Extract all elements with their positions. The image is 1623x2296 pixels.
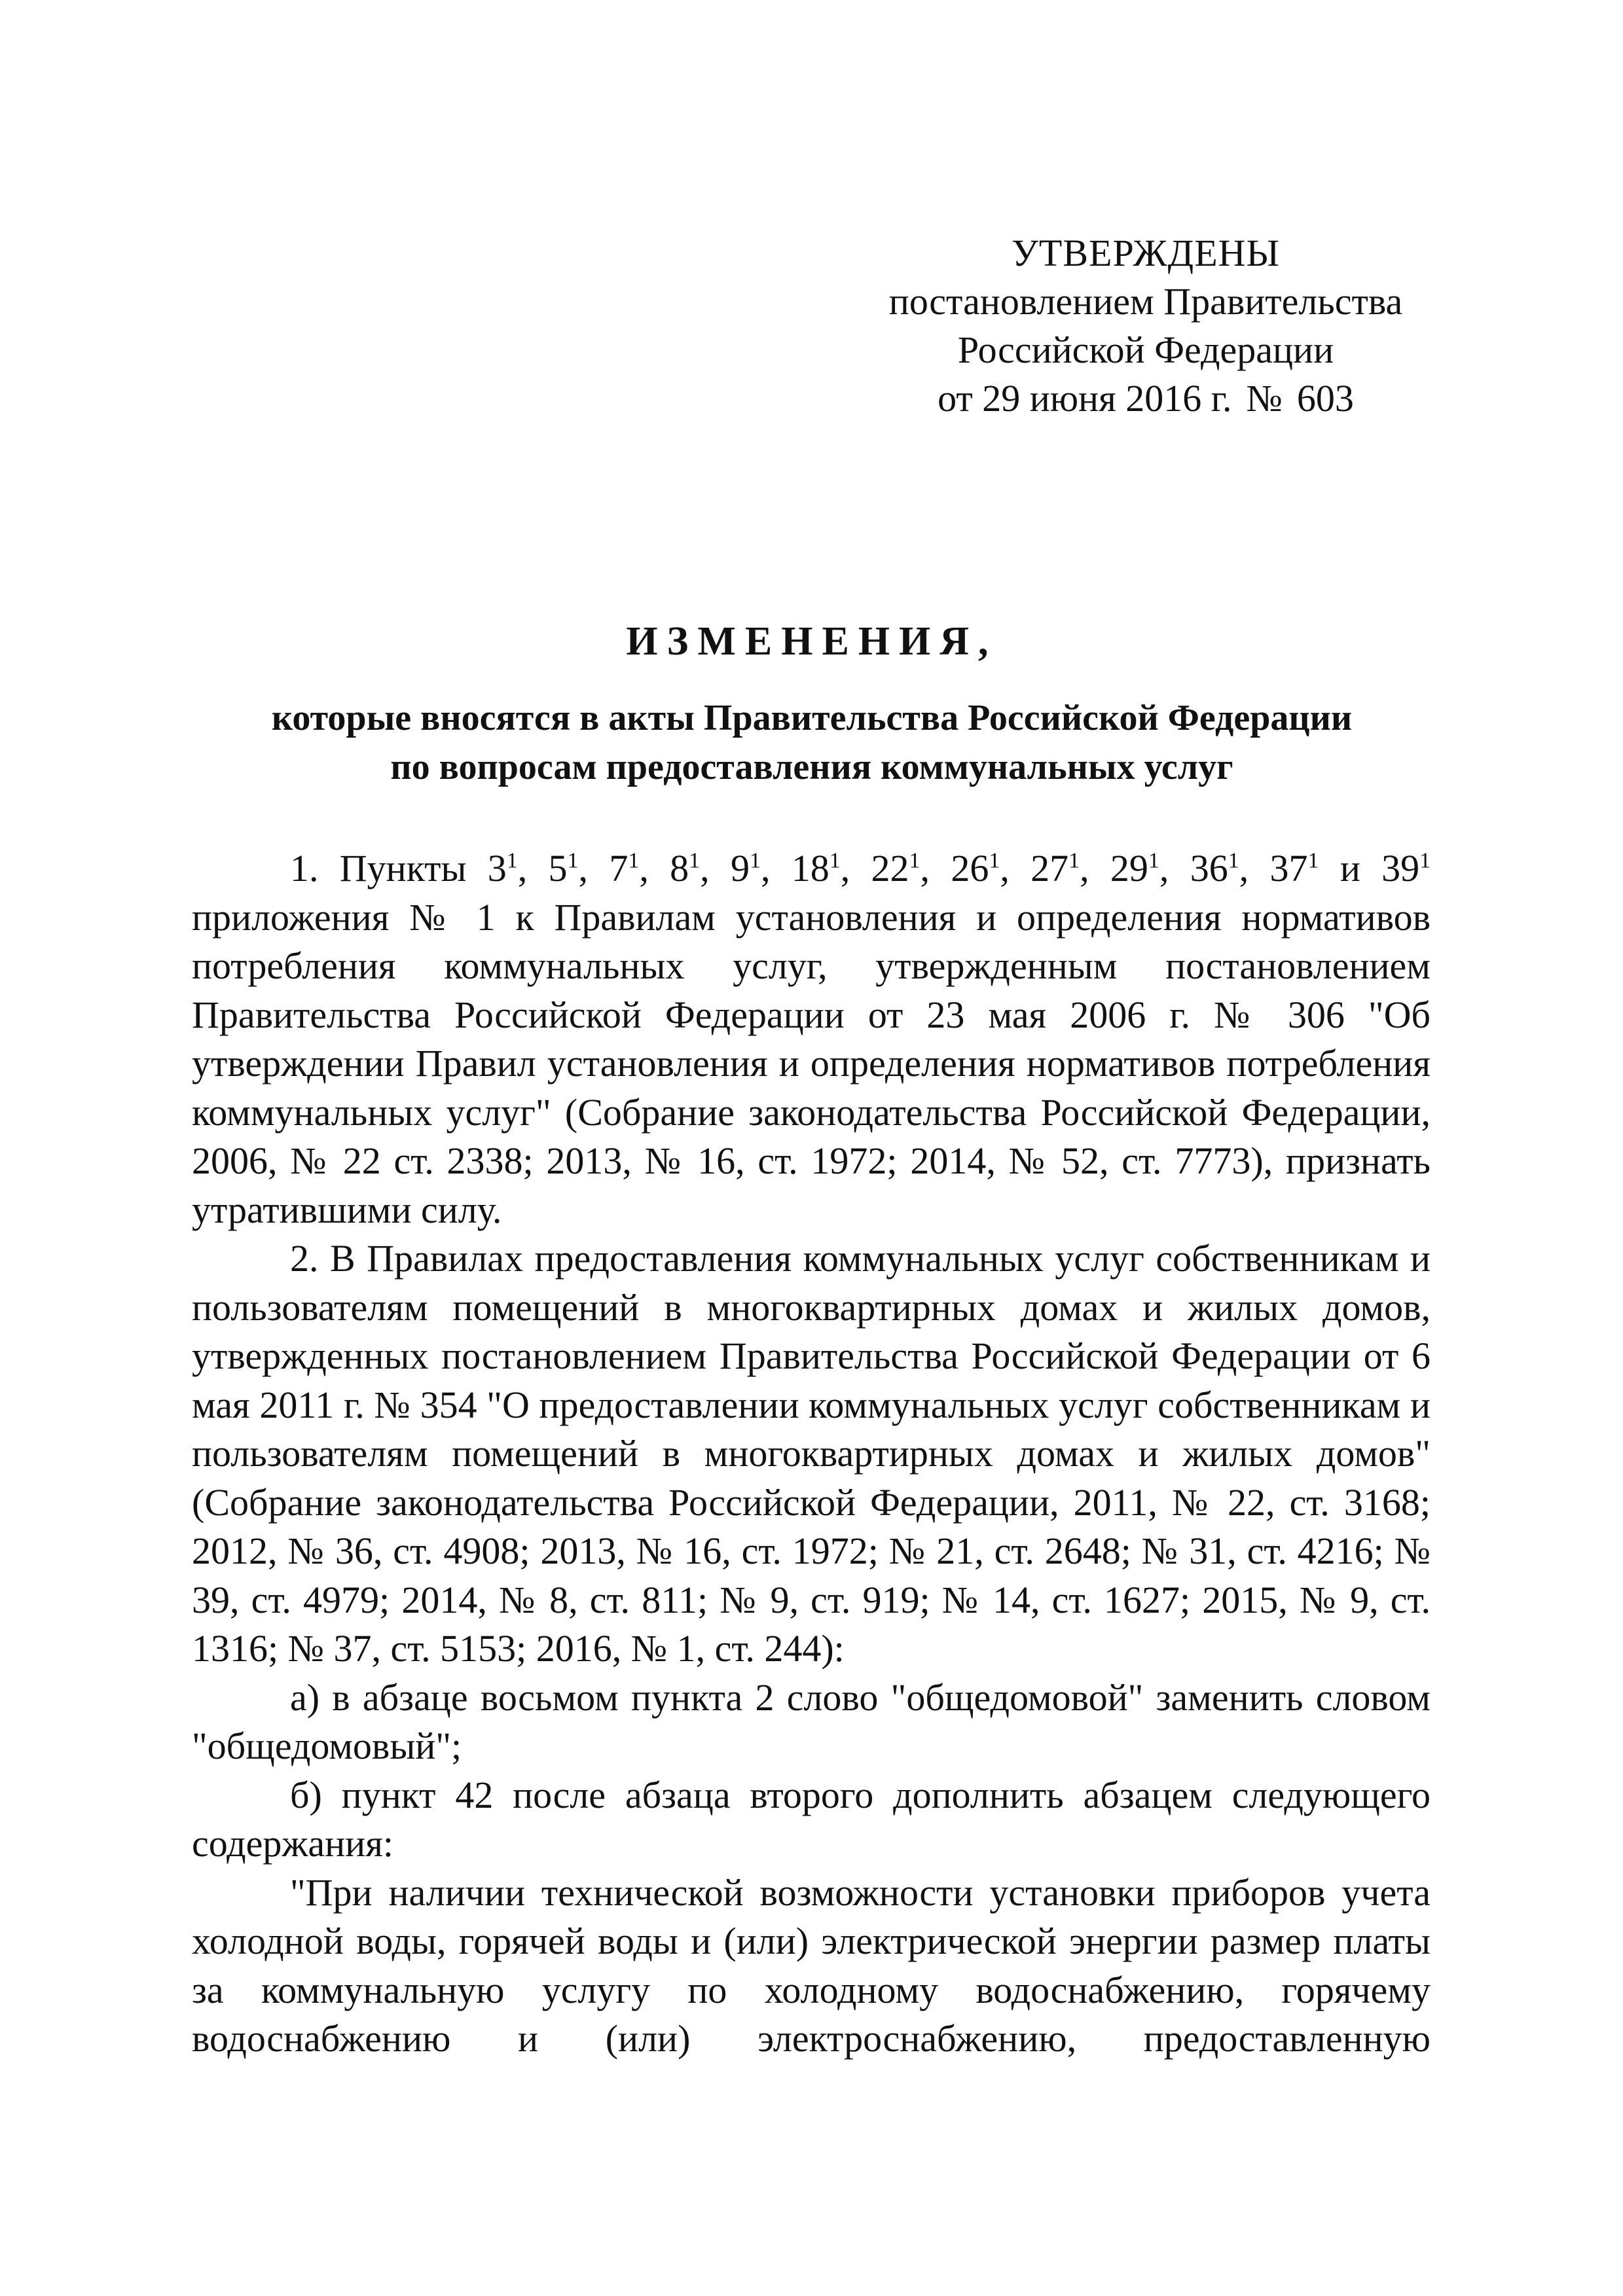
approval-block [851,229,1440,423]
subparagraph-b: б) пункт 42 после абзаца второго дополнить абзацем следующего содержания: [192,1773,1431,1865]
approval-line-2: Российской Федерации [957,329,1334,371]
document-body [192,844,1431,2064]
approval-line-1: постановлением Правительства [888,280,1403,323]
document-title: ИЗМЕНЕНИЯ, [626,619,998,664]
point-item: $9^1$, [730,847,771,889]
point-item: $22^1$, [871,847,930,889]
subparagraph-a: а) в абзаце восьмом пункта 2 слово "общедомовой" заменить словом "общедомовый"; [192,1676,1431,1767]
point-item: $36^1$, [1190,847,1249,889]
document-title-block [190,615,1434,792]
paragraph-1-lead: 1. Пункты [290,847,467,889]
point-item: $3^1$, [487,847,528,889]
point-item: $7^1$, [609,847,649,889]
point-item: $27^1$, [1030,847,1089,889]
point-list [488,847,1319,889]
paragraph-1 [192,844,1431,1234]
approval-heading: УТВЕРЖДЕНЫ [1011,232,1281,274]
approval-line-3 [851,374,1440,423]
document-subtitle-line-2: по вопросам предоставления коммунальных услуг [390,747,1233,787]
point-item: $29^1$, [1110,847,1169,889]
point-item: $18^1$, [791,847,850,889]
paragraph-2: 2. В Правилах предоставления коммунальных услуг собственникам и пользователям помещений в многоквартирных домах и жилых домов, утвержденных постановлением Правительства Российской Федерации от 6 мая 2011 г. № 354 "О предоставлении коммунальных услуг собственникам и пользователям помещений в многоквартирных домах и жилых домов" (Собрание законодательства Российской Федерации, 2011, № 22, ст. 3168; 2012, № 36, ст. 4908; 2013, № 16, ст. 1972; № 21, ст. 2648; № 31, ст. 4216; № 39, ст. 4979; 2014, № 8, ст. 811; № 9, ст. 919; № 14, ст. 1627; 2015, № 9, ст. 1316; № 37, ст. 5153; 2016, № 1, ст. 244): [192,1237,1431,1670]
point-item: $37^1$ [1269,847,1319,889]
point-item: $5^1$, [548,847,589,889]
document-subtitle-line-1: которые вносятся в акты Правительства Российской Федерации [271,698,1353,738]
number-sign: № [1246,377,1283,420]
resolution-number: 603 [1296,377,1354,420]
paragraph-1-text: приложения № 1 к Правилам установления и определения нормативов потребления коммунальных услуг, утвержденным постановлением Правительства Российской Федерации от 23 мая 2006 г. № 306 "Об утверждении Правил установления и определения нормативов потребления коммунальных услуг" (Собрание законодательства Российской Федерации, 2006, № 22 ст. 2338; 2013, № 16, ст. 1972; 2014, № 52, ст. 7773), признать утратившими силу. [192,895,1431,1231]
quoted-paragraph: "При наличии технической возможности установки приборов учета холодной воды, горячей воды и (или) электрической энергии размер платы за коммунальную услугу по холодному водоснабжению, горячему водоснабжению и (или) электроснабжению, предоставленную [192,1871,1431,2060]
point-item: $8^1$, [670,847,710,889]
approval-date: от 29 июня 2016 г. [938,377,1232,420]
point-item: $26^1$, [951,847,1010,889]
point-last: $39^1$ [1381,847,1431,889]
paragraph-1-and: и [1340,847,1360,889]
